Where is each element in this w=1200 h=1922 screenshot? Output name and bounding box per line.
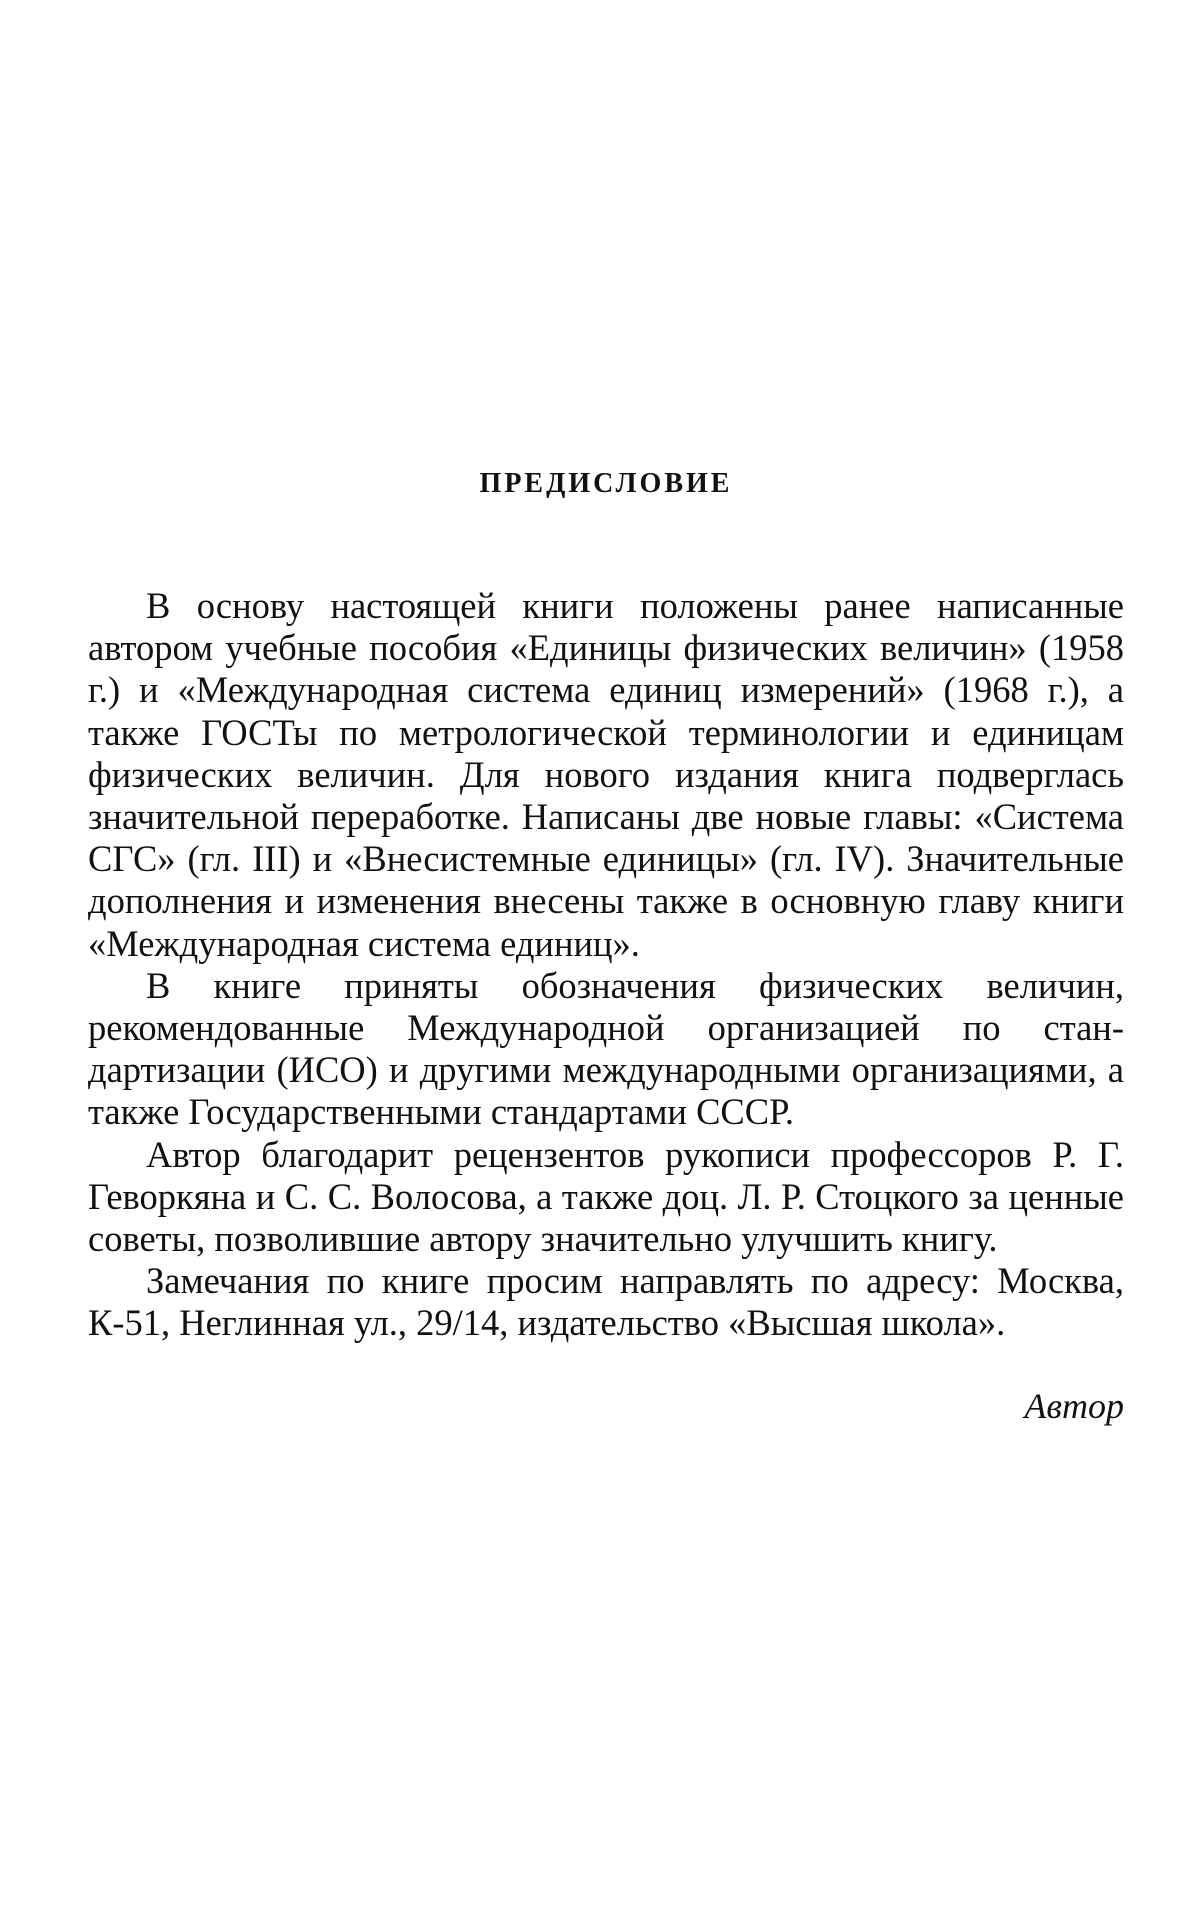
paragraph-2: В книге приняты обозначения физических величин, рекомендованные Международной организацией по стандартизации (ИСО) и другими международными организациями, а также Государственными стандартами СССР. xyxy=(88,964,1124,1133)
page-title: ПРЕДИСЛОВИЕ xyxy=(479,468,733,499)
paragraph-3: Автор благодарит рецензентов рукописи профессоров Р. Г. Геворкяна и С. С. Волосова, а также доц. Л. Р. Стоцкого за ценные советы, позволившие автору значительно улучшить книгу. xyxy=(88,1133,1124,1260)
author-signature: Автор xyxy=(1024,1385,1124,1426)
paragraph-1: В основу настоящей книги положены ранее написанные автором учебные пособия «Единицы физических величин» (1958 г.) и «Международная система единиц измерений» (1968 г.), а также ГОСТы по метрологической терминологии и единицам физических величин. Для нового издания книга подверглась значительной переработке. Написаны две новые главы: «Система СГС» (гл. III) и «Внесистемные единицы» (гл. IV). Значительные дополнения и изменения внесены также в основную главу книги «Международная система единиц». xyxy=(88,585,1124,964)
preface-page xyxy=(88,468,1124,1427)
paragraph-4: Замечания по книге просим направлять по адресу: Москва, К-51, Неглинная ул., 29/14, издательство «Высшая школа». xyxy=(88,1260,1124,1344)
